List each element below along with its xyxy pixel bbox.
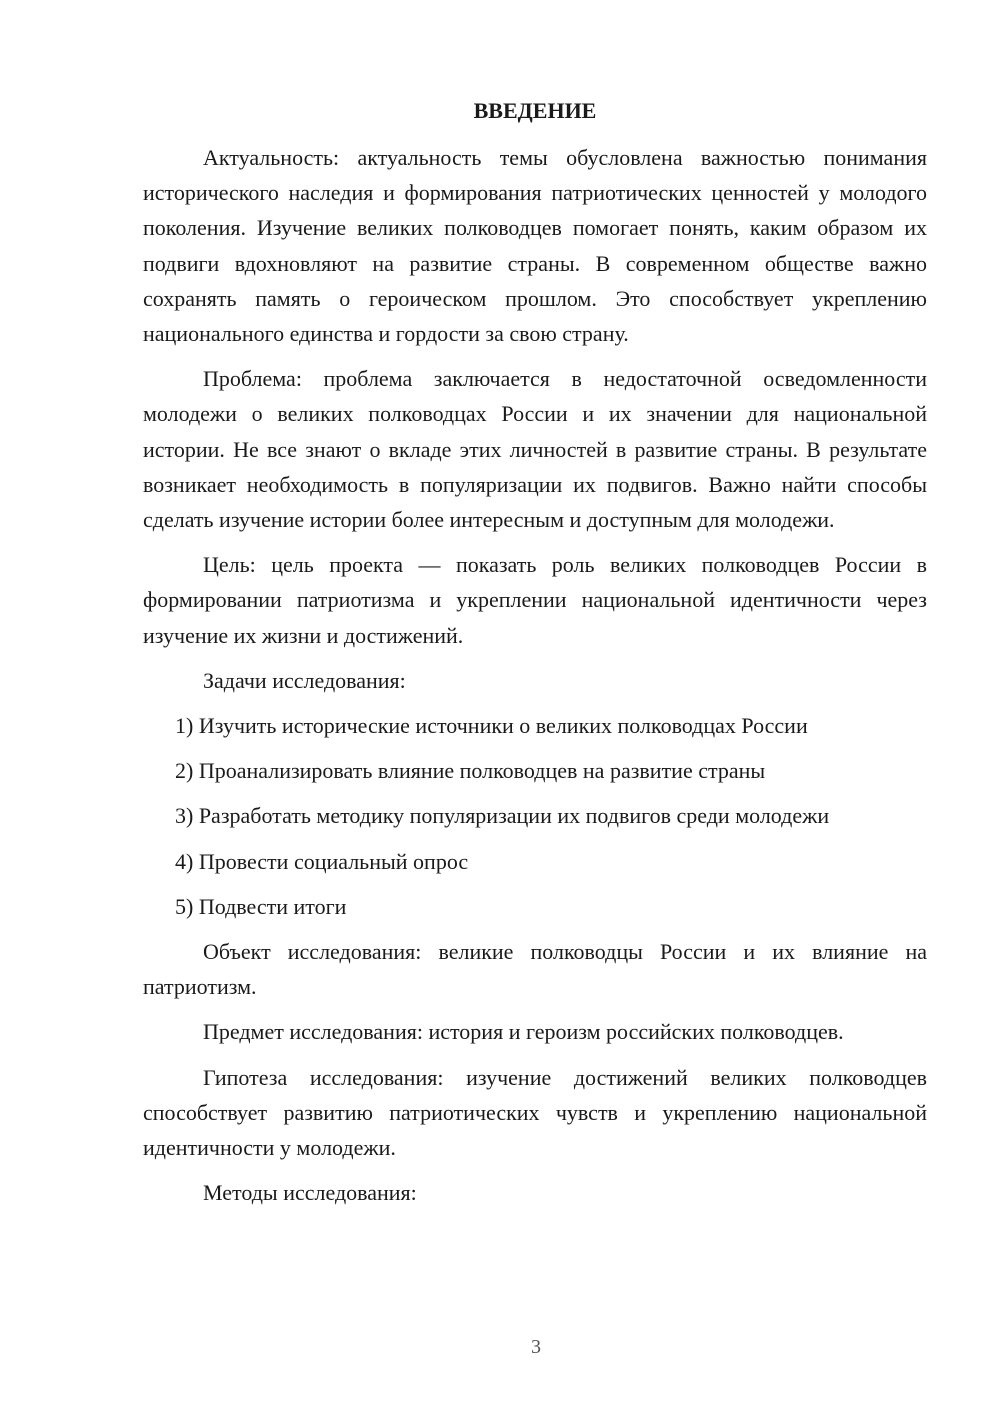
methods-label: Методы исследования: bbox=[203, 1180, 417, 1206]
task-item: 3) Разработать методику популяризации их подвигов среди молодежи bbox=[175, 803, 830, 829]
task-item: 4) Провести социальный опрос bbox=[175, 848, 469, 874]
tasks-list bbox=[143, 708, 927, 924]
tasks-label: Задачи исследования: bbox=[203, 667, 406, 693]
page-number: 3 bbox=[531, 1336, 541, 1358]
object-paragraph: Объект исследования: великие полководцы России и их влияние на патриотизм. bbox=[143, 939, 927, 1000]
hypothesis-paragraph: Гипотеза исследования: изучение достижений великих полководцев способствует развитию патриотических чувств и укреплению национальной идентичности у молодежи. bbox=[143, 1064, 927, 1161]
goal-paragraph: Цель: цель проекта — показать роль великих полководцев России в формировании патриотизма и укреплении национальной идентичности через изучение их жизни и достижений. bbox=[143, 552, 927, 648]
task-item: 1) Изучить исторические источники о великих полководцах России bbox=[175, 713, 808, 739]
document-page bbox=[143, 96, 927, 1220]
task-item: 5) Подвести итоги bbox=[175, 893, 347, 919]
problem-paragraph: Проблема: проблема заключается в недостаточной осведомленности молодежи о великих полководцах России и их значении для национальной истории. Не все знают о вкладе этих личностей в развитие страны. В результате возникает необходимость в популяризации их подвигов. Важно найти способы сделать изучение истории более интересным и доступным для молодежи. bbox=[143, 366, 927, 533]
task-item: 2) Проанализировать влияние полководцев на развитие страны bbox=[175, 758, 766, 784]
subject-paragraph: Предмет исследования: история и героизм российских полководцев. bbox=[203, 1019, 844, 1045]
section-heading: ВВЕДЕНИЕ bbox=[473, 98, 597, 123]
relevance-paragraph: Актуальность: актуальность темы обусловлена важностью понимания исторического наследия и формирования патриотических ценностей у молодого поколения. Изучение великих полководцев помогает понять, каким образом их подвиги вдохновляют на развитие страны. В современном обществе важно сохранять память о героическом прошлом. Это способствует укреплению национального единства и гордости за свою страну. bbox=[143, 145, 927, 347]
